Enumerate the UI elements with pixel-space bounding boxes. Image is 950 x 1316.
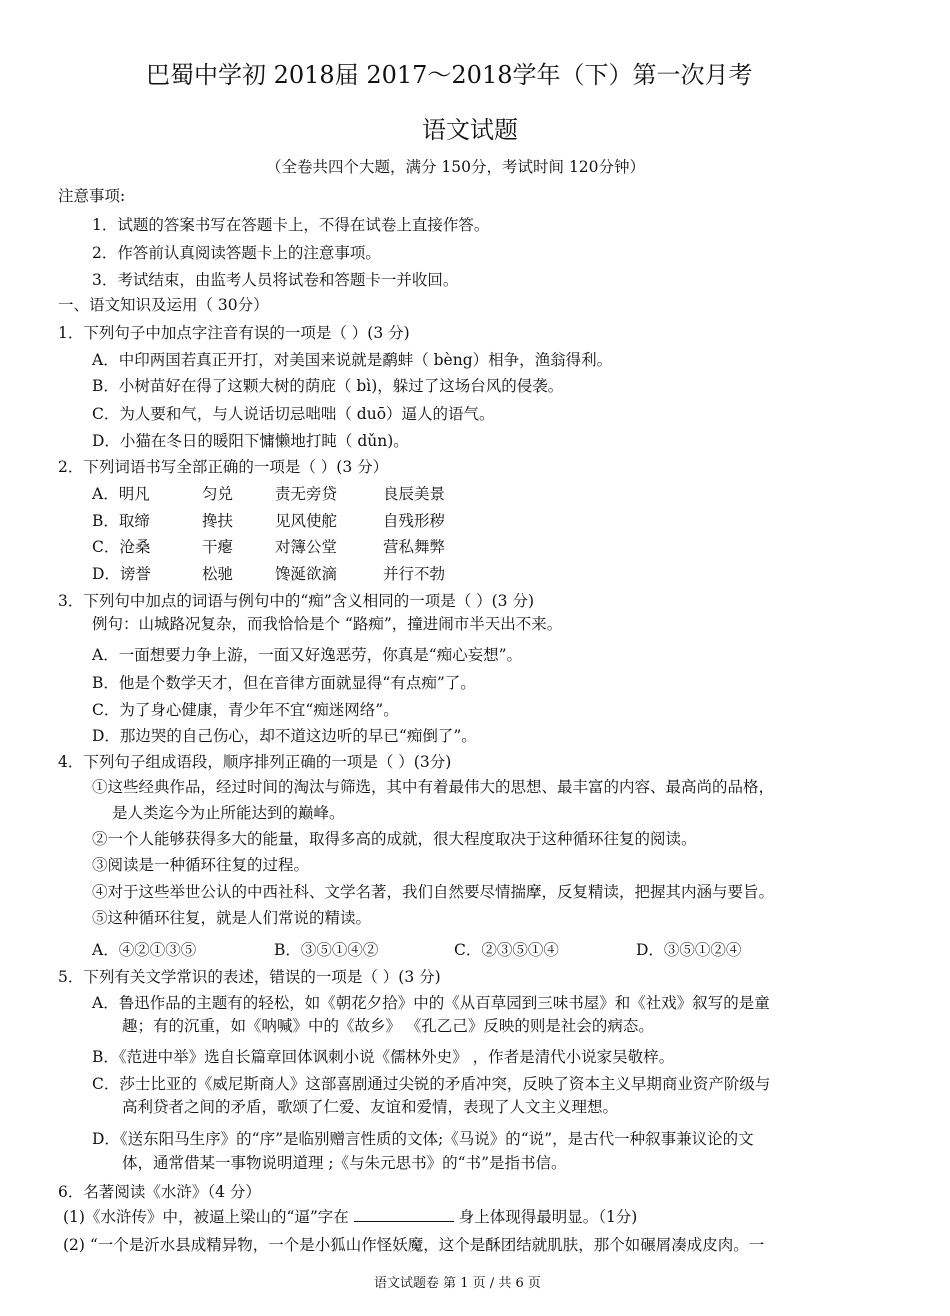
option: D．小猫在冬日的暖阳下慵懒地打盹（ dǔn)。 (92, 432, 409, 450)
sentence: ②一个人能够获得多大的能量，取得多高的成就，很大程度取决于这种循环往复的阅读。 (92, 830, 697, 848)
exam-title: 巴蜀中学初 2018届 2017～2018学年（下）第一次月考 (146, 61, 753, 89)
word-option: 松驰 (202, 565, 234, 583)
option: D．《送东阳马生序》的“序”是临别赠言性质的文体;《马说》的“说”，是古代一种叙事兼议论的文 (92, 1130, 754, 1148)
option: C．为了身心健康，青少年不宜“痴迷网络”。 (92, 701, 399, 719)
question-stem: 2．下列词语书写全部正确的一项是（ ）(3 分） (58, 458, 389, 476)
example-sentence: 例句：山城路况复杂，而我恰恰是个 “路痴”，撞进闹市半天出不来。 (92, 615, 563, 633)
sub-question-text: 身上体现得最明显。（1分) (458, 1208, 638, 1226)
option-continuation: 高利贷者之间的矛盾，歌颂了仁爱、友谊和爱情，表现了人文主义理想。 (122, 1098, 619, 1116)
option: C．为人要和气，与人说话切忌咄咄（ duō）逼人的语气。 (92, 405, 495, 423)
notice-item: 2．作答前认真阅读答题卡上的注意事项。 (92, 244, 381, 262)
word-option: 营私舞弊 (383, 538, 446, 556)
option: B．小树苗好在得了这颗大树的荫庇（ bì)，躲过了这场台风的侵袭。 (92, 377, 564, 395)
option: C．莎士比亚的《威尼斯商人》这部喜剧通过尖锐的矛盾冲突，反映了资本主义早期商业资产阶级与 (92, 1075, 771, 1093)
word-option: 责无旁贷 (275, 485, 338, 503)
sub-question-text: (1)《水浒传》中，被逼上梁山的“逼”字在 (63, 1208, 349, 1226)
option: A．一面想要力争上游，一面又好逸恶劳，你真是“痴心妄想”。 (92, 646, 523, 664)
sentence: ⑤这种循环往复，就是人们常说的精读。 (92, 909, 372, 927)
question-stem: 6．名著阅读《水浒》（4 分） (58, 1183, 261, 1201)
question-stem: 3．下列句中加点的词语与例句中的“痴”含义相同的一项是（ ）(3 分) (58, 592, 535, 610)
sub-question: (2) “一个是沂水县成精异物，一个是小狐山作怪妖魔，这个是酥团结就肌肤，那个如碾屑凑成皮肉。一 (63, 1236, 765, 1254)
option: B．《范进中举》选自长篇章回体讽刺小说《儒林外史》 ，作者是清代小说家吴敬梓。 (92, 1048, 675, 1066)
option: A．鲁迅作品的主题有的轻松，如《朝花夕拾》中的《从百草园到三味书屋》和《社戏》叙写的是童 (92, 994, 770, 1012)
word-option: 对簿公堂 (275, 538, 338, 556)
option-continuation: 体，通常借某一事物说明道理 ;《与朱元思书》的“书”是指书信。 (122, 1154, 567, 1172)
option: D．③⑤①②④ (636, 941, 742, 959)
option: A．④②①③⑤ (92, 941, 197, 959)
option: B．③⑤①④② (274, 941, 379, 959)
sentence: ③阅读是一种循环往复的过程。 (92, 856, 310, 874)
notice-item: 3．考试结束，由监考人员将试卷和答题卡一并收回。 (92, 271, 459, 289)
word-option: 自残形秽 (383, 512, 446, 530)
word-option: B．取缔 (92, 512, 150, 530)
sentence: ④对于这些举世公认的中西社科、文学名著，我们自然要尽情揣摩，反复精读，把握其内涵与要旨。 (92, 883, 775, 901)
notice-item: 1．试题的答案书写在答题卡上，不得在试卷上直接作答。 (92, 216, 490, 234)
word-option: 见风使舵 (275, 512, 338, 530)
word-option: 匀兑 (202, 485, 234, 503)
question-stem: 4．下列句子组成语段，顺序排列正确的一项是（ ）(3分) (58, 753, 452, 771)
word-option: 良辰美景 (383, 485, 446, 503)
question-stem: 5．下列有关文学常识的表述，错误的一项是（ ）(3 分) (58, 968, 441, 986)
word-option: 搀扶 (202, 512, 234, 530)
exam-subject-title: 语文试题 (422, 116, 518, 144)
word-option: 并行不勃 (383, 565, 446, 583)
word-option: A．明凡 (92, 485, 150, 503)
option: B．他是个数学天才，但在音律方面就显得“有点痴”了。 (92, 674, 476, 692)
word-option: D．谤誉 (92, 565, 151, 583)
answer-blank (354, 1207, 454, 1222)
word-option: 干瘪 (202, 538, 234, 556)
section-heading: 一、语文知识及运用（ 30分） (58, 296, 269, 314)
question-stem: 1．下列句子中加点字注音有误的一项是（ ）(3 分) (58, 324, 410, 342)
word-option: 馋涎欲滴 (275, 565, 338, 583)
option: D．那边哭的自己伤心，却不道这边听的早已“痴倒了”。 (92, 727, 477, 745)
sentence: ①这些经典作品，经过时间的淘汰与筛选，其中有着最伟大的思想、最丰富的内容、最高尚的品格， (92, 778, 775, 796)
notice-heading: 注意事项: (58, 187, 126, 205)
sub-question (63, 1207, 637, 1227)
page-footer: 语文试题卷 第 1 页 / 共 6 页 (374, 1276, 541, 1291)
word-option: C．沧桑 (92, 538, 151, 556)
sentence: 是人类迄今为止所能达到的巅峰。 (112, 804, 345, 822)
exam-info: （全卷共四个大题，满分 150分，考试时间 120分钟） (266, 158, 646, 176)
option: A．中印两国若真正开打，对美国来说就是鹬蚌（ bèng）相争，渔翁得利。 (92, 351, 613, 369)
option: C．②③⑤①④ (454, 941, 559, 959)
option-continuation: 趣；有的沉重，如《呐喊》中的《故乡》 《孔乙己》反映的则是社会的病态。 (122, 1017, 654, 1035)
